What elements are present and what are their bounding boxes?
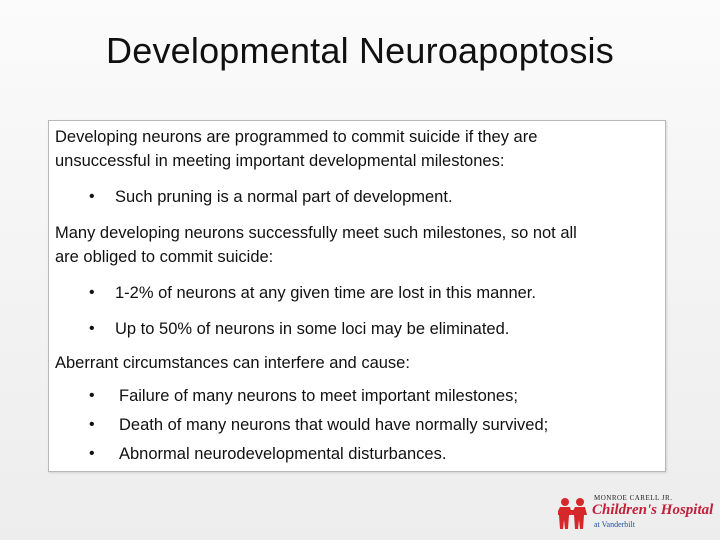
content-box [48,120,666,472]
slide-title: Developmental Neuroapoptosis [106,30,614,71]
bullet-text: Such pruning is a normal part of development. [115,188,453,206]
bullet-text: Up to 50% of neurons in some loci may be eliminated. [115,320,510,338]
logo-line-3: at Vanderbilt [594,520,635,529]
bullet-text: Abnormal neurodevelopmental disturbances. [119,445,447,463]
bullet-marker: • [89,320,95,337]
paragraph-line: Developing neurons are programmed to commit suicide if they are [55,128,538,146]
bullet-marker: • [89,284,95,301]
paragraph-line: are obliged to commit suicide: [55,248,274,266]
bullet-marker: • [89,445,95,462]
bullet-marker: • [89,416,95,433]
bullet-marker: • [89,387,95,404]
logo-line-1: MONROE CARELL JR. [594,494,673,502]
children-figures-icon [558,496,588,530]
paragraph-line: Many developing neurons successfully meet such milestones, so not all [55,224,577,242]
hospital-logo [558,494,714,530]
bullet-text: 1-2% of neurons at any given time are lost in this manner. [115,284,536,302]
paragraph-line: unsuccessful in meeting important developmental milestones: [55,152,505,170]
bullet-text: Death of many neurons that would have normally survived; [119,416,549,434]
bullet-text: Failure of many neurons to meet important milestones; [119,387,518,405]
paragraph-line: Aberrant circumstances can interfere and cause: [55,354,410,372]
bullet-marker: • [89,188,95,205]
logo-line-2: Children's Hospital [592,502,714,518]
